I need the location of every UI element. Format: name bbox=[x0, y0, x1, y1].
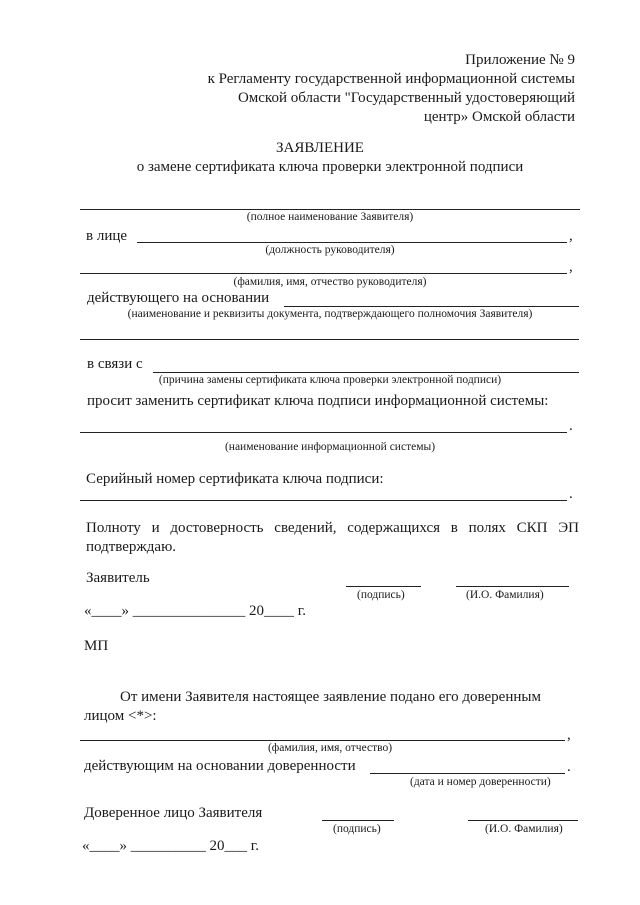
applicant-name-line[interactable] bbox=[80, 209, 580, 210]
initials-caption: (И.О. Фамилия) bbox=[466, 589, 544, 601]
acting-basis-label: действующего на основании bbox=[87, 290, 270, 306]
regulation-region: Омской области "Государственный удостоверяющий bbox=[237, 90, 575, 106]
period: . bbox=[569, 418, 573, 434]
proxy-date-line[interactable]: «____» __________ 20___ г. bbox=[82, 838, 259, 854]
confirmation-text-line2: подтверждаю. bbox=[86, 539, 177, 555]
in-connection-label: в связи с bbox=[87, 356, 143, 372]
head-fio-line[interactable] bbox=[80, 273, 567, 274]
serial-number-line[interactable] bbox=[80, 500, 567, 501]
date-line[interactable]: «____» _______________ 20____ г. bbox=[84, 603, 306, 619]
system-name-caption: (наименование информационной системы) bbox=[224, 441, 436, 453]
power-of-attorney-caption: (дата и номер доверенности) bbox=[410, 776, 551, 788]
appendix-number: Приложение № 9 bbox=[465, 52, 575, 68]
comma: , bbox=[569, 228, 573, 244]
regulation-center: центр» Омской области bbox=[423, 109, 575, 125]
applicant-signature-line[interactable] bbox=[346, 586, 421, 587]
period: . bbox=[569, 486, 573, 502]
reason-line[interactable] bbox=[153, 372, 579, 373]
basis-doc-line-2[interactable] bbox=[80, 339, 579, 340]
applicant-label: Заявитель bbox=[86, 570, 150, 586]
power-of-attorney-line[interactable] bbox=[370, 773, 565, 774]
document-subtitle: о замене сертификата ключа проверки электронной подписи bbox=[136, 159, 524, 175]
serial-number-label: Серийный номер сертификата ключа подписи: bbox=[86, 471, 384, 487]
request-text: просит заменить сертификат ключа подписи информационной системы: bbox=[87, 393, 549, 409]
proxy-signature-line[interactable] bbox=[322, 820, 394, 821]
confirmation-text-line1: Полноту и достоверность сведений, содержащихся в полях СКП ЭП bbox=[86, 520, 579, 536]
comma: , bbox=[569, 259, 573, 275]
basis-doc-caption: (наименование и реквизиты документа, подтверждающего полномочия Заявителя) bbox=[127, 308, 533, 320]
system-name-line[interactable] bbox=[80, 432, 567, 433]
proxy-intro-line1: От имени Заявителя настоящее заявление подано его доверенным bbox=[120, 689, 541, 705]
proxy-label: Доверенное лицо Заявителя bbox=[84, 805, 263, 821]
document-title: ЗАЯВЛЕНИЕ bbox=[276, 140, 364, 156]
head-fio-caption: (фамилия, имя, отчество руководителя) bbox=[233, 276, 427, 288]
regulation-reference: к Регламенту государственной информационной системы bbox=[207, 71, 575, 87]
comma: , bbox=[567, 727, 571, 743]
basis-doc-line[interactable] bbox=[284, 306, 579, 307]
reason-caption: (причина замены сертификата ключа проверки электронной подписи) bbox=[158, 374, 502, 386]
period: . bbox=[567, 759, 571, 775]
head-position-line[interactable] bbox=[137, 242, 567, 243]
stamp-place-label: МП bbox=[84, 638, 109, 654]
proxy-intro-line2: лицом <*>: bbox=[84, 708, 157, 724]
proxy-acting-label: действующим на основании доверенности bbox=[84, 758, 356, 774]
signature-caption: (подпись) bbox=[357, 589, 405, 601]
proxy-fio-line[interactable] bbox=[80, 740, 565, 741]
signature-caption: (подпись) bbox=[333, 823, 381, 835]
in-person-label: в лице bbox=[86, 228, 128, 244]
head-position-caption: (должность руководителя) bbox=[265, 244, 395, 256]
proxy-initials-line[interactable] bbox=[468, 820, 578, 821]
initials-caption: (И.О. Фамилия) bbox=[485, 823, 563, 835]
applicant-name-caption: (полное наименование Заявителя) bbox=[246, 211, 414, 223]
proxy-fio-caption: (фамилия, имя, отчество) bbox=[267, 742, 393, 754]
applicant-initials-line[interactable] bbox=[456, 586, 569, 587]
